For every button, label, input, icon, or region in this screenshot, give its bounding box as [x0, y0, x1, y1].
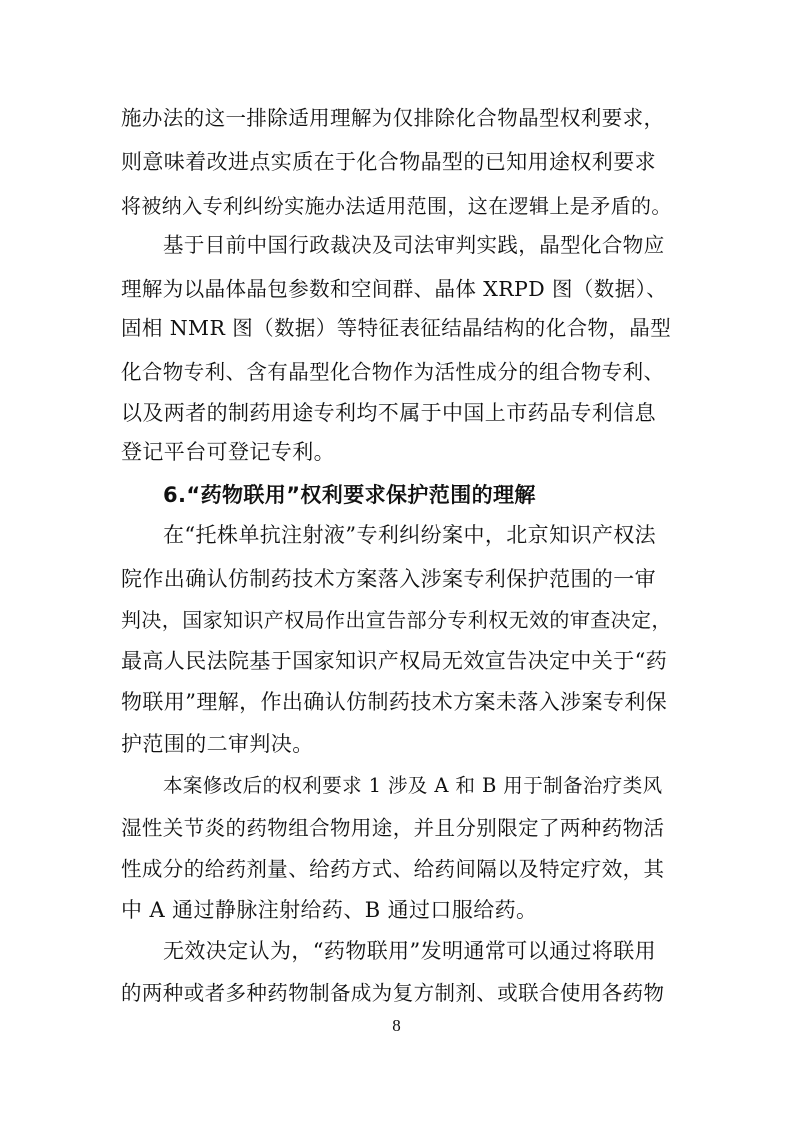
text-line: 以及两者的制药用途专利均不属于中国上市药品专利信息 [121, 401, 656, 425]
text-line: 物联用”理解，作出确认仿制药技术方案未落入涉案专利保 [121, 690, 668, 714]
text-line: 将被纳入专利纠纷实施办法适用范围，这在逻辑上是矛盾的。 [121, 194, 672, 218]
page-number: 8 [392, 1016, 401, 1035]
text-line: 无效决定认为，“药物联用”发明通常可以通过将联用 [163, 939, 657, 963]
text-line: 固相 NMR 图（数据）等特征表征结晶结构的化合物，晶型 [121, 316, 672, 340]
text-line: 则意味着改进点实质在于化合物晶型的已知用途权利要求 [121, 150, 656, 174]
text-line: 本案修改后的权利要求 1 涉及 A 和 B 用于制备治疗类风 [163, 774, 663, 797]
text-line: 性成分的给药剂量、给药方式、给药间隔以及特定疗效，其 [121, 857, 665, 881]
text-line: 湿性关节炎的药物组合物用途，并且分别限定了两种药物活 [121, 816, 665, 840]
text-line: 施办法的这一排除适用理解为仅排除化合物晶型权利要求， [121, 106, 665, 130]
section-heading: 6.“药物联用”权利要求保护范围的理解 [163, 483, 536, 507]
text-line: 登记平台可登记专利。 [121, 440, 335, 464]
text-line: 中 A 通过静脉注射给药、B 通过口服给药。 [121, 898, 538, 922]
text-line: 化合物专利、含有晶型化合物作为活性成分的组合物专利、 [121, 360, 665, 384]
text-line: 护范围的二审判决。 [121, 732, 314, 756]
text-line: 的两种或者多种药物制备成为复方制剂、或联合使用各药物 [121, 981, 665, 1005]
text-line: 判决，国家知识产权局作出宣告部分专利权无效的审查决定， [121, 608, 672, 632]
text-line: 在“托株单抗注射液”专利纠纷案中，北京知识产权法 [163, 523, 657, 547]
text-line: 院作出确认仿制药技术方案落入涉案专利保护范围的一审 [121, 567, 656, 591]
text-line: 基于目前中国行政裁决及司法审判实践，晶型化合物应 [163, 233, 665, 257]
text-line: 最高人民法院基于国家知识产权局无效宣告决定中关于“药 [121, 649, 668, 673]
text-line: 理解为以晶体晶包参数和空间群、晶体 XRPD 图（数据）、 [121, 277, 668, 301]
